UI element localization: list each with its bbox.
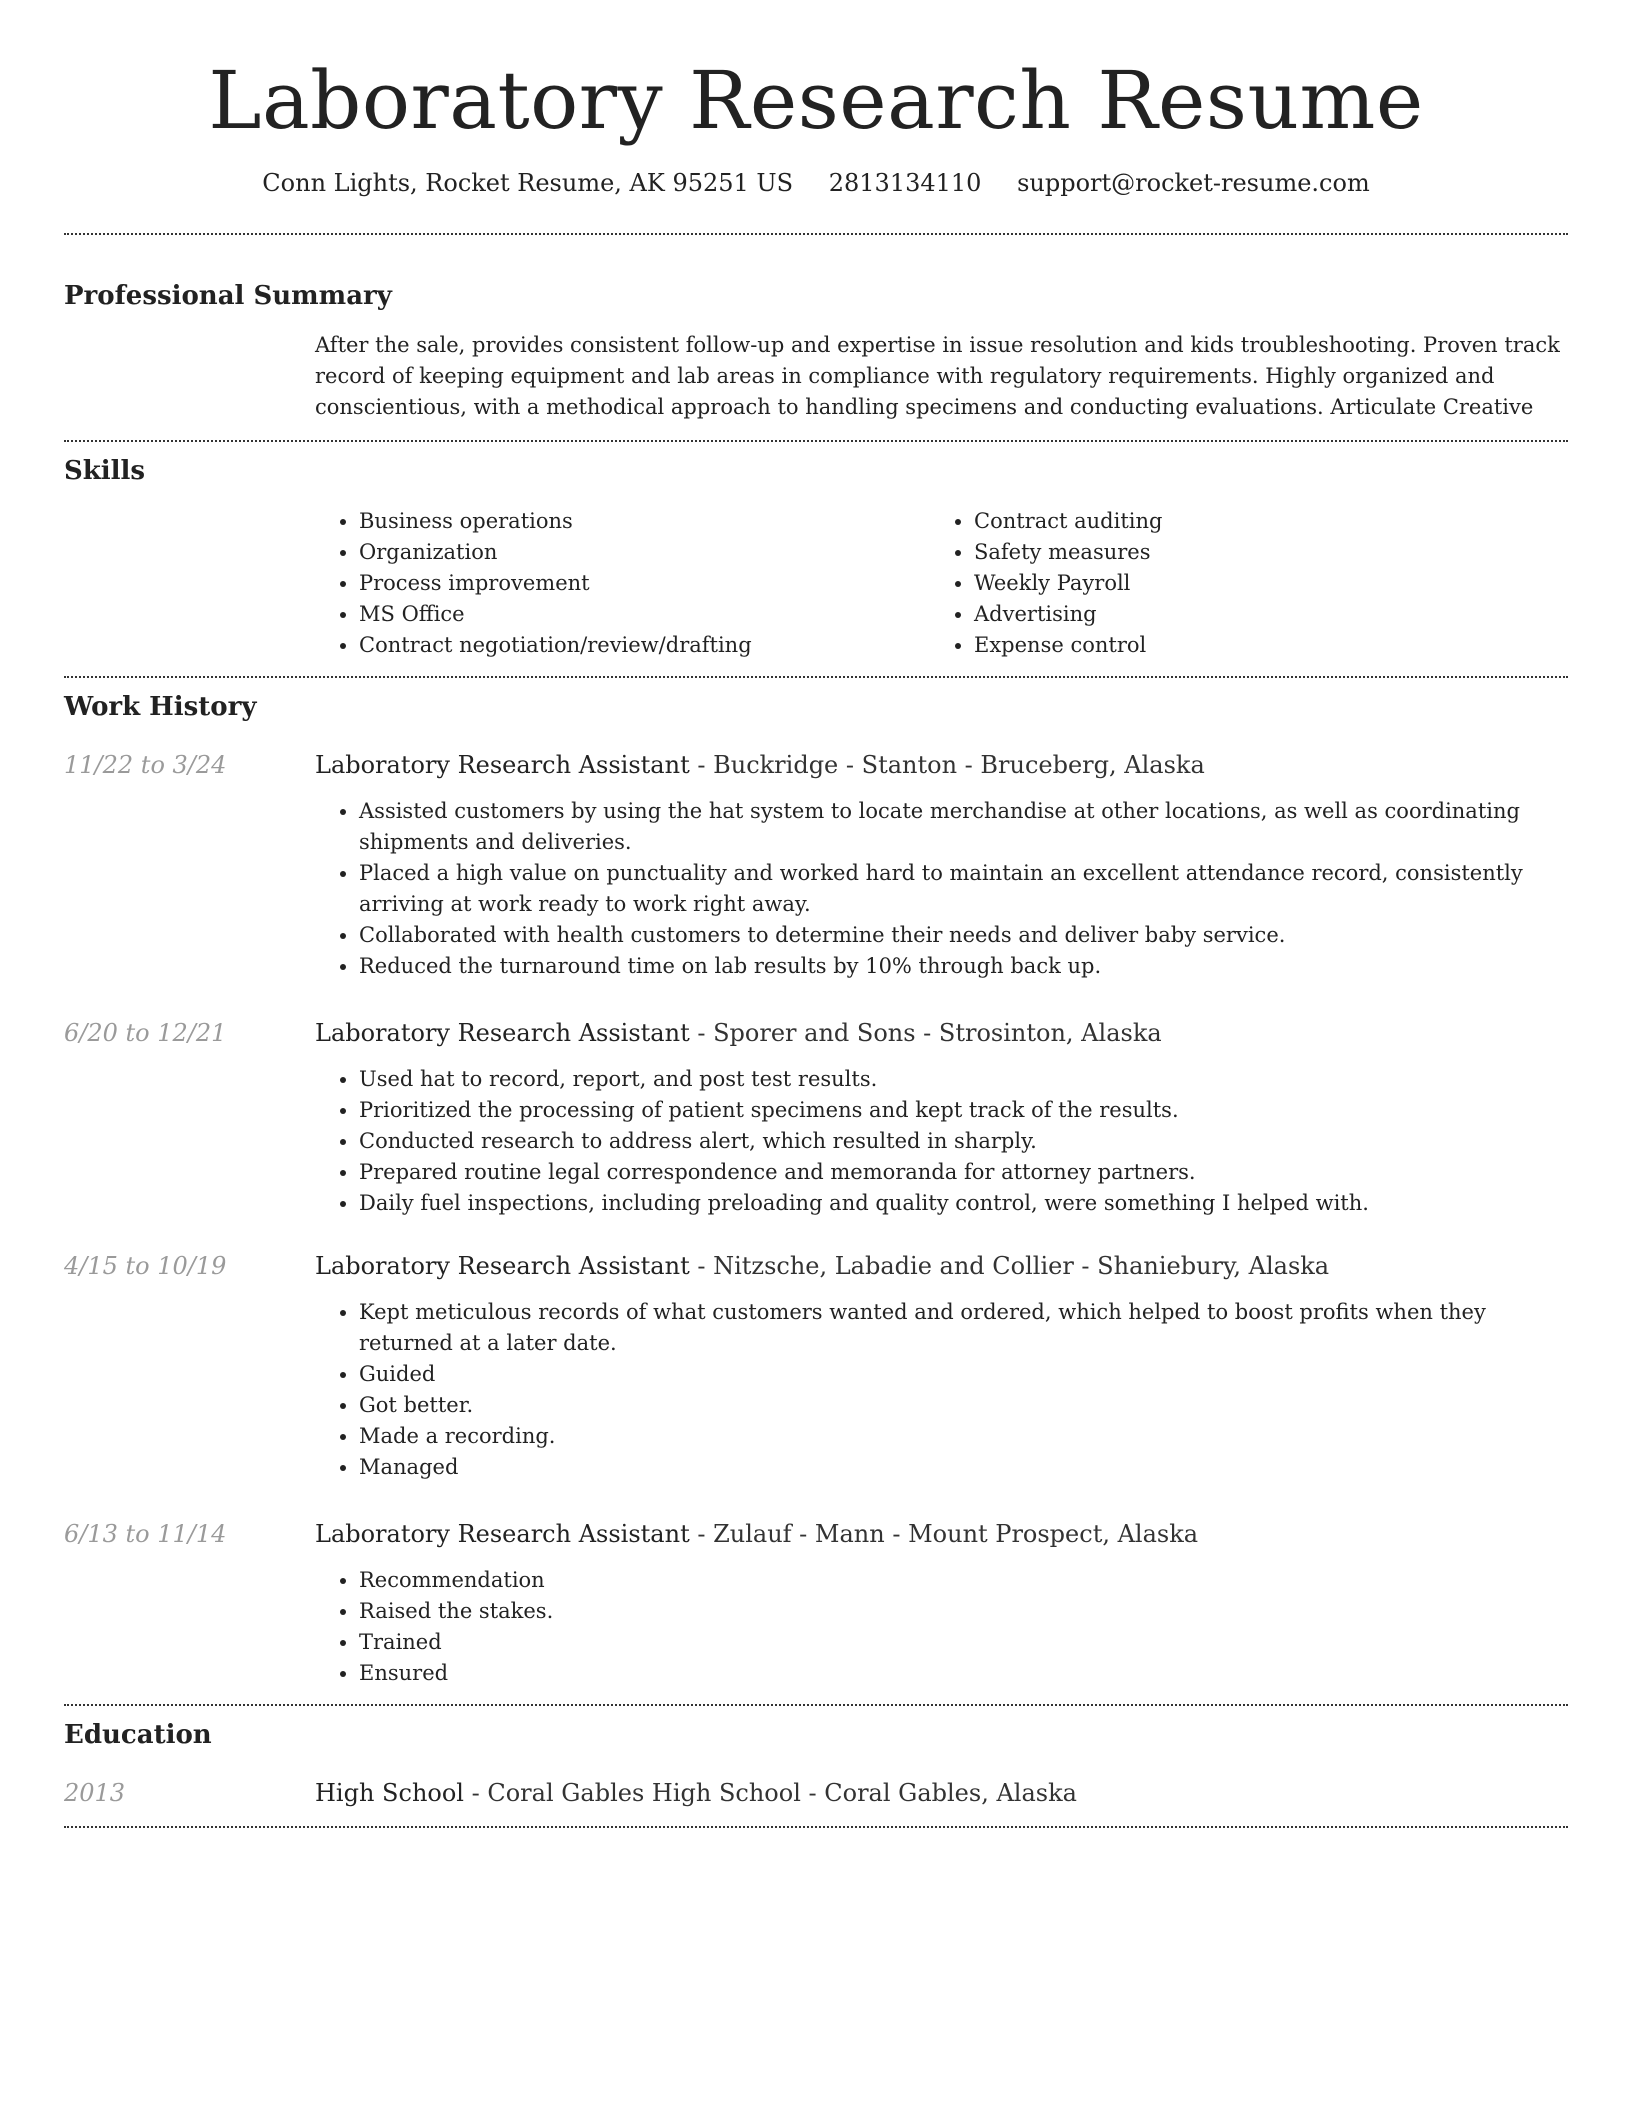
work-history-section bbox=[64, 678, 1568, 1689]
job-bullet: • Recommendation bbox=[359, 1565, 1568, 1596]
job-role: Laboratory Research Assistant bbox=[315, 1520, 690, 1548]
job-entry bbox=[64, 1016, 1568, 1219]
job-bullet: • Reduced the turnaround time on lab results by 10% through back up. bbox=[359, 951, 1568, 982]
job-title bbox=[315, 1249, 1568, 1283]
work-history-title: Work History bbox=[64, 692, 257, 722]
job-entry bbox=[64, 748, 1568, 982]
job-role: Laboratory Research Assistant bbox=[315, 1252, 690, 1280]
skill-item: • Process improvement bbox=[359, 568, 929, 599]
job-dates: 6/20 to 12/21 bbox=[64, 1019, 227, 1047]
skill-item: • Business operations bbox=[359, 506, 929, 537]
job-employer: - Buckridge - Stanton - Bruceberg, Alaska bbox=[697, 751, 1205, 779]
contact-address: Conn Lights, Rocket Resume, AK 95251 US bbox=[262, 169, 794, 197]
job-bullet: • Managed bbox=[359, 1452, 1568, 1483]
resume-name: Laboratory Research Resume bbox=[208, 54, 1424, 147]
job-bullet: • Collaborated with health customers to determine their needs and deliver baby service. bbox=[359, 920, 1568, 951]
job-bullet: • Prepared routine legal correspondence and memoranda for attorney partners. bbox=[359, 1157, 1568, 1188]
skill-item: • Contract auditing bbox=[974, 506, 1544, 537]
resume-page bbox=[64, 0, 1568, 1828]
education-entry bbox=[64, 1776, 1568, 1810]
skill-item: • Advertising bbox=[974, 599, 1544, 630]
skill-item: • Organization bbox=[359, 537, 929, 568]
job-entry bbox=[64, 1517, 1568, 1689]
job-employer: - Zulauf - Mann - Mount Prospect, Alaska bbox=[697, 1520, 1199, 1548]
skill-item: • Safety measures bbox=[974, 537, 1544, 568]
summary-text: After the sale, provides consistent follow-up and expertise in issue resolution and kids troubleshooting. Proven track record of keeping equipment and lab areas in compliance with regulatory requirements. Highly organized and conscientious, with a methodical approach to handling specimens and conducting evaluations. Articulate Creative bbox=[315, 333, 1560, 419]
job-bullet: • Made a recording. bbox=[359, 1421, 1568, 1452]
skills-grid bbox=[315, 506, 1568, 661]
job-bullet: • Assisted customers by using the hat system to locate merchandise at other locations, as well as coordinating shipments and deliveries. bbox=[359, 796, 1568, 858]
job-bullet: • Conducted research to address alert, which resulted in sharply. bbox=[359, 1126, 1568, 1157]
education-school: - Coral Gables High School - Coral Gables, Alaska bbox=[471, 1779, 1077, 1807]
job-role: Laboratory Research Assistant bbox=[315, 1019, 690, 1047]
skill-item: • Weekly Payroll bbox=[974, 568, 1544, 599]
job-bullet: • Raised the stakes. bbox=[359, 1596, 1568, 1627]
job-bullets bbox=[315, 1064, 1568, 1219]
job-bullet: • Guided bbox=[359, 1359, 1568, 1390]
job-employer: - Sporer and Sons - Strosinton, Alaska bbox=[697, 1019, 1162, 1047]
job-title bbox=[315, 748, 1568, 782]
job-dates: 4/15 to 10/19 bbox=[64, 1252, 227, 1280]
job-bullets bbox=[315, 1297, 1568, 1483]
job-bullet: • Daily fuel inspections, including preloading and quality control, were something I helped with. bbox=[359, 1188, 1568, 1219]
education-title: Education bbox=[64, 1720, 212, 1750]
education-section bbox=[64, 1706, 1568, 1810]
job-bullets bbox=[315, 796, 1568, 982]
job-bullet: • Trained bbox=[359, 1627, 1568, 1658]
skills-title: Skills bbox=[64, 456, 146, 486]
job-bullet: • Kept meticulous records of what customers wanted and ordered, which helped to boost profits when they returned at a later date. bbox=[359, 1297, 1568, 1359]
summary-title: Professional Summary bbox=[64, 281, 392, 311]
education-title-line bbox=[315, 1776, 1568, 1810]
education-dates: 2013 bbox=[64, 1779, 126, 1807]
job-entry bbox=[64, 1249, 1568, 1483]
job-bullet: • Used hat to record, report, and post test results. bbox=[359, 1064, 1568, 1095]
job-dates: 6/13 to 11/14 bbox=[64, 1520, 227, 1548]
job-bullets bbox=[315, 1565, 1568, 1689]
job-bullet: • Placed a high value on punctuality and worked hard to maintain an excellent attendance record, consistently arriving at work ready to work right away. bbox=[359, 858, 1568, 920]
job-employer: - Nitzsche, Labadie and Collier - Shaniebury, Alaska bbox=[697, 1252, 1330, 1280]
resume-header bbox=[64, 0, 1568, 200]
job-role: Laboratory Research Assistant bbox=[315, 751, 690, 779]
divider bbox=[64, 1826, 1568, 1828]
skills-list-left bbox=[315, 506, 929, 661]
job-bullet: • Ensured bbox=[359, 1658, 1568, 1689]
summary-section bbox=[64, 235, 1568, 423]
skill-item: • Expense control bbox=[974, 630, 1544, 661]
contact-line bbox=[64, 166, 1568, 200]
skill-item: • Contract negotiation/review/drafting bbox=[359, 630, 929, 661]
contact-email: support@rocket-resume.com bbox=[1017, 169, 1370, 197]
skill-item: • MS Office bbox=[359, 599, 929, 630]
education-degree: High School bbox=[315, 1779, 464, 1807]
job-title bbox=[315, 1517, 1568, 1551]
skills-section bbox=[64, 442, 1568, 661]
job-bullet: • Prioritized the processing of patient specimens and kept track of the results. bbox=[359, 1095, 1568, 1126]
contact-phone: 2813134110 bbox=[828, 169, 982, 197]
job-bullet: • Got better. bbox=[359, 1390, 1568, 1421]
job-dates: 11/22 to 3/24 bbox=[64, 751, 227, 779]
skills-list-right bbox=[929, 506, 1544, 661]
job-title bbox=[315, 1016, 1568, 1050]
